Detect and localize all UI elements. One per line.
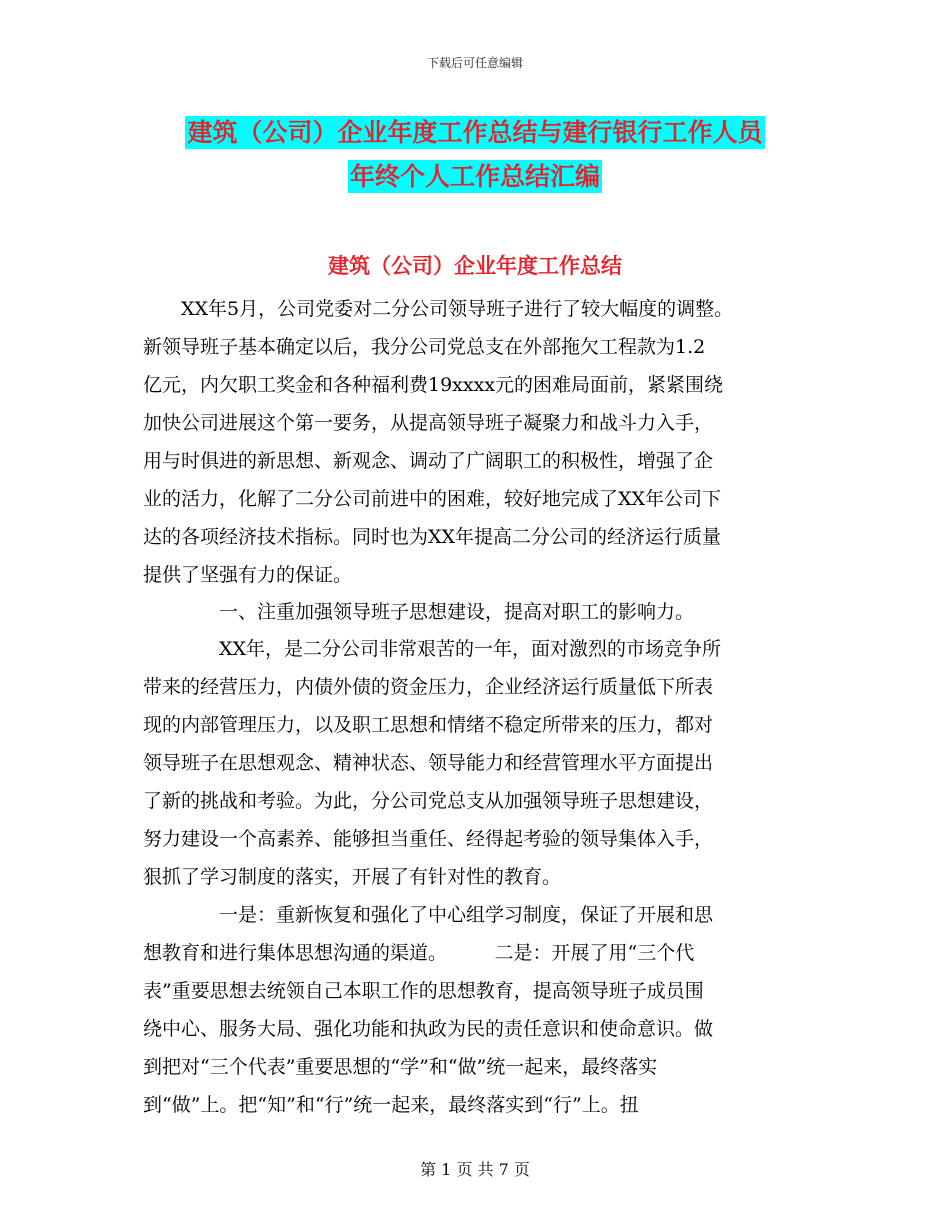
body-line: 绕中心、服务大局、强化功能和执政为民的责任意识和使命意识。做 bbox=[143, 1018, 714, 1040]
header-note: 下载后可任意编辑 bbox=[426, 56, 523, 70]
body-line: 表”重要思想去统领自己本职工作的思想教育，提高领导班子成员围 bbox=[143, 980, 704, 1002]
body-line: 狠抓了学习制度的落实，开展了有针对性的教育。 bbox=[143, 866, 562, 888]
body-line: 一是：重新恢复和强化了中心组学习制度，保证了开展和思 bbox=[143, 904, 714, 926]
body-line: 亿元，内欠职工奖金和各种福利费19xxxx元的困难局面前，紧紧围绕 bbox=[143, 374, 724, 396]
body-line: 到“做”上。把“知”和“行”统一起来，最终落实到“行”上。扭 bbox=[143, 1094, 639, 1116]
body-line: 带来的经营压力，内债外债的资金压力，企业经济运行质量低下所表 bbox=[143, 676, 714, 698]
section-heading-1: 一、注重加强领导班子思想建设，提高对职工的影响力。 bbox=[143, 601, 695, 623]
body-line: 达的各项经济技术指标。同时也为XX年提高二分公司的经济运行质量 bbox=[143, 526, 722, 548]
body-line: 加快公司进展这个第一要务，从提高领导班子凝聚力和战斗力入手， bbox=[143, 412, 714, 434]
body-line: 了新的挑战和考验。为此，分公司党总支从加强领导班子思想建设， bbox=[143, 790, 714, 812]
section-title: 建筑（公司）企业年度工作总结 bbox=[328, 254, 622, 278]
body-line: 用与时俱进的新思想、新观念、调动了广阔职工的积极性，增强了企 bbox=[143, 450, 714, 472]
body-line: XX年，是二分公司非常艰苦的一年，面对激烈的市场竞争所 bbox=[143, 638, 722, 660]
body-line: 现的内部管理压力，以及职工思想和情绪不稳定所带来的压力，都对 bbox=[143, 714, 714, 736]
body-line: 到把对“三个代表”重要思想的“学”和“做”统一起来，最终落实 bbox=[143, 1056, 658, 1078]
body-line: 努力建设一个高素养、能够担当重任、经得起考验的领导集体入手， bbox=[143, 828, 714, 850]
body-line: 想教育和进行集体思想沟通的渠道。 二是：开展了用“三个代 bbox=[143, 942, 695, 964]
document-title-text-1: 建筑（公司）企业年度工作总结与建行银行工作人员 bbox=[187, 118, 763, 147]
body-line: XX年5月，公司党委对二分公司领导班子进行了较大幅度的调整。 bbox=[143, 298, 734, 320]
body-line: 提供了坚强有力的保证。 bbox=[143, 564, 353, 586]
body-line: 业的活力，化解了二分公司前进中的困难，较好地完成了XX年公司下 bbox=[143, 488, 722, 510]
body-line: 新领导班子基本确定以后，我分公司党总支在外部拖欠工程款为1.2 bbox=[143, 336, 706, 358]
body-line: 领导班子在思想观念、精神状态、领导能力和经营管理水平方面提出 bbox=[143, 752, 714, 774]
page-footer: 第 1 页 共 7 页 bbox=[420, 1160, 530, 1179]
document-title-line-1 bbox=[0, 113, 950, 149]
document-title-line-2 bbox=[0, 157, 950, 193]
document-title-text-2: 年终个人工作总结汇编 bbox=[349, 162, 600, 191]
